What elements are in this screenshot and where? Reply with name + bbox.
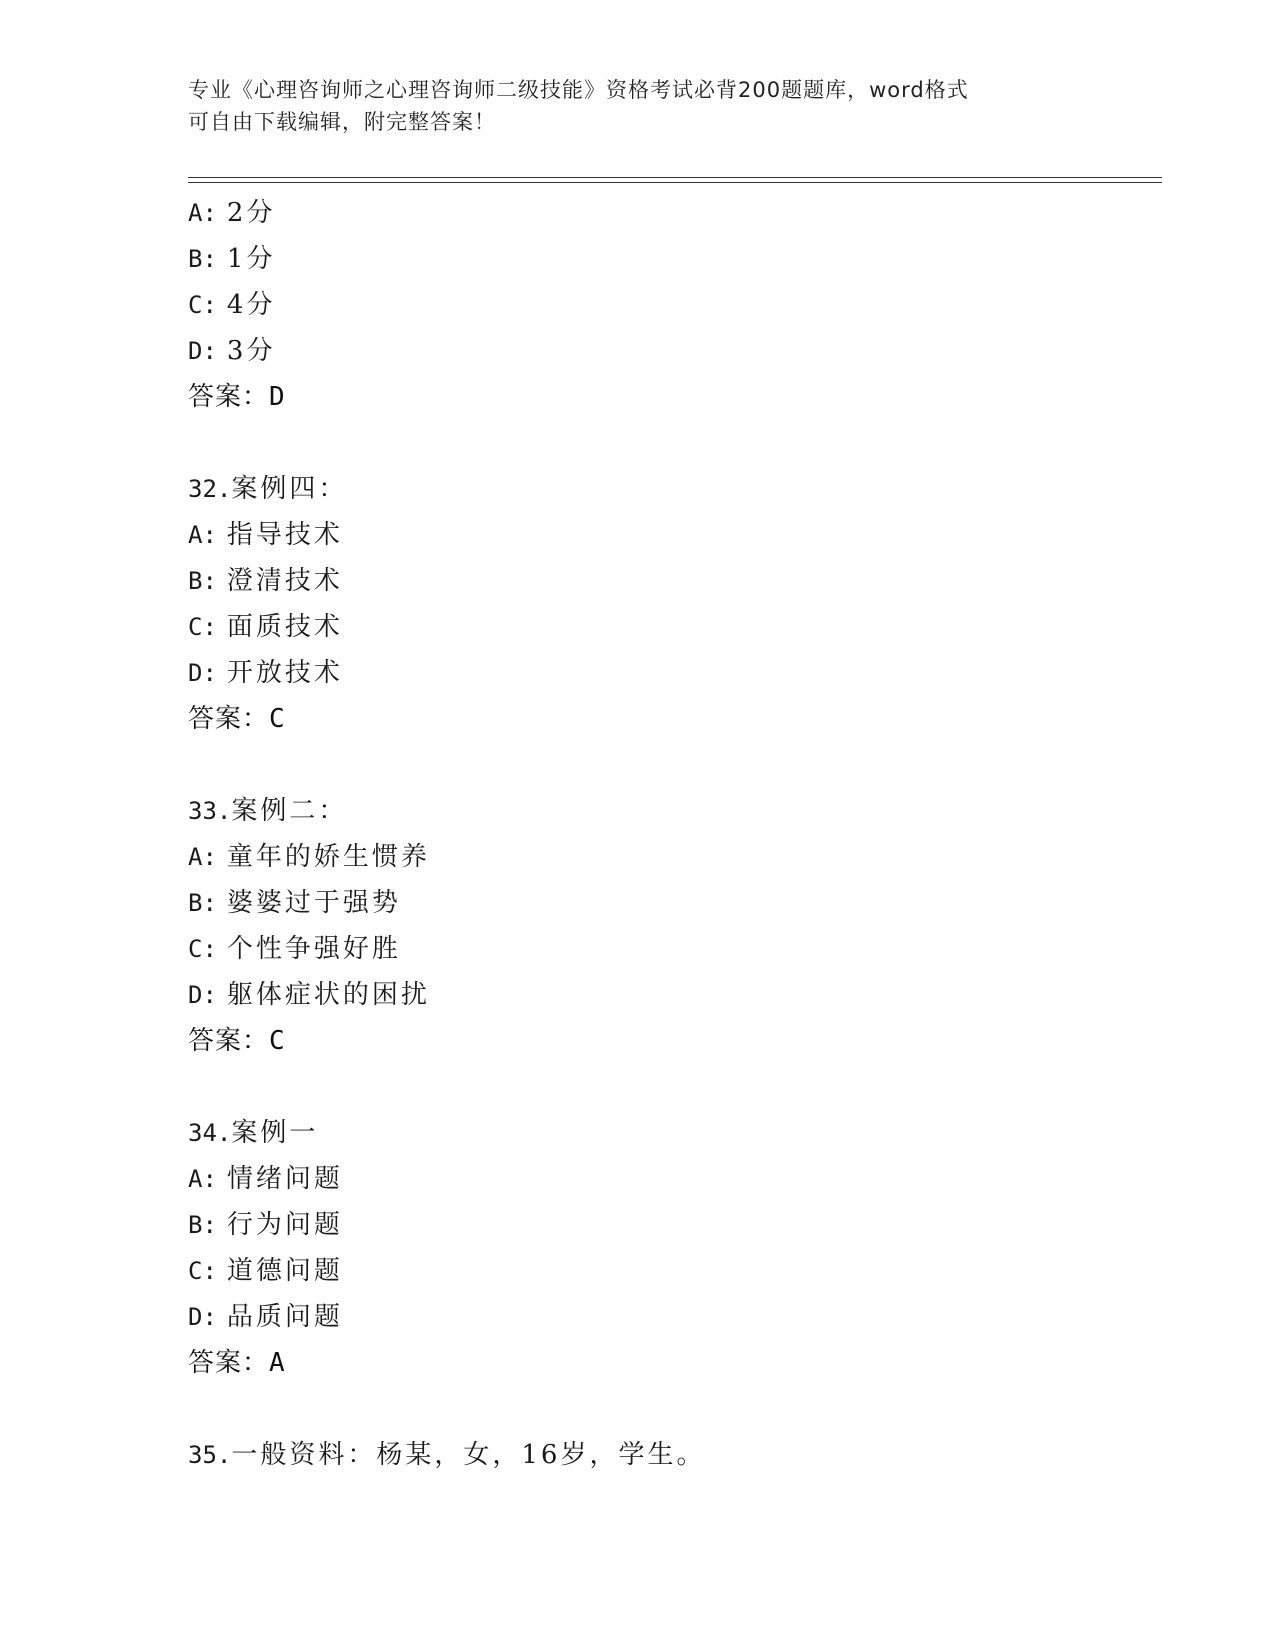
option-c: C: 道德问题 <box>188 1256 343 1286</box>
option-b: B: 1分 <box>188 244 276 274</box>
document-header <box>188 74 1088 138</box>
option-c: C: 面质技术 <box>188 612 343 642</box>
header-line-2: 可自由下载编辑，附完整答案！ <box>188 110 496 134</box>
option-d: D: 躯体症状的困扰 <box>188 980 430 1010</box>
question-34-block <box>188 1110 1148 1386</box>
option-d: D: 开放技术 <box>188 658 343 688</box>
option-b: B: 澄清技术 <box>188 566 343 596</box>
question-title: 33.案例二： <box>188 796 348 826</box>
question-title: 35.一般资料：杨某，女，16岁，学生。 <box>188 1440 706 1470</box>
option-a: A: 童年的娇生惯养 <box>188 842 430 872</box>
spacer <box>188 420 1148 466</box>
question-31-block <box>188 190 1148 420</box>
spacer <box>188 1064 1148 1110</box>
option-b: B: 婆婆过于强势 <box>188 888 401 918</box>
option-d: D: 3分 <box>188 336 276 366</box>
header-divider-top <box>188 177 1162 178</box>
question-35-block <box>188 1432 1148 1478</box>
question-title: 34.案例一 <box>188 1118 319 1148</box>
question-32-block <box>188 466 1148 742</box>
header-line-1: 专业《心理咨询师之心理咨询师二级技能》资格考试必背200题题库，word格式 <box>188 78 969 102</box>
option-d: D: 品质问题 <box>188 1302 343 1332</box>
question-list <box>188 190 1148 1478</box>
header-divider-bottom <box>188 182 1162 183</box>
answer-line: 答案：C <box>188 1026 286 1056</box>
option-c: C: 个性争强好胜 <box>188 934 401 964</box>
answer-line: 答案：C <box>188 704 286 734</box>
question-33-block <box>188 788 1148 1064</box>
option-a: A: 情绪问题 <box>188 1164 343 1194</box>
option-c: C: 4分 <box>188 290 276 320</box>
option-a: A: 2分 <box>188 198 276 228</box>
option-a: A: 指导技术 <box>188 520 343 550</box>
question-title: 32.案例四： <box>188 474 348 504</box>
answer-line: 答案：D <box>188 382 286 412</box>
option-b: B: 行为问题 <box>188 1210 343 1240</box>
spacer <box>188 742 1148 788</box>
spacer <box>188 1386 1148 1432</box>
answer-line: 答案：A <box>188 1348 286 1378</box>
